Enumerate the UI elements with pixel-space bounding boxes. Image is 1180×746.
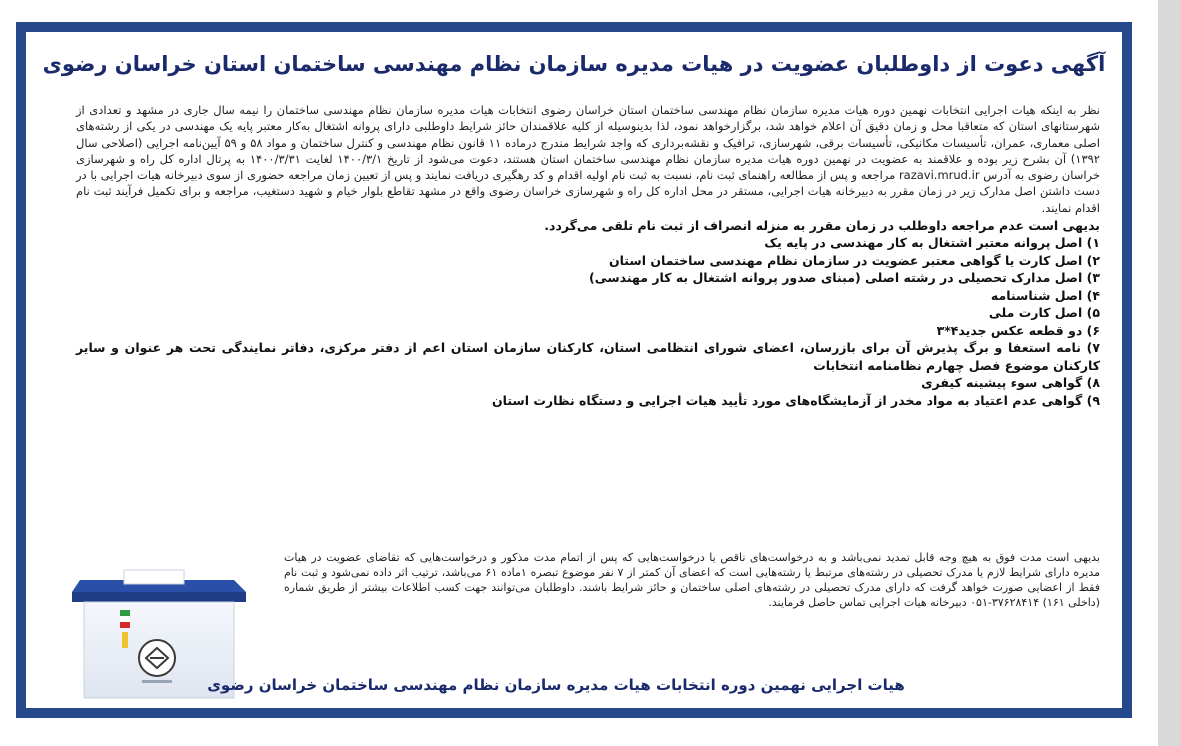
requirement-item: ۹) گواهی عدم اعتیاد به مواد مخدر از آزمایشگاه‌های مورد تأیید هیات اجرایی و دستگاه نظارت استان: [491, 392, 1100, 408]
requirement-item: ۲) اصل کارت یا گواهی معتبر عضویت در سازمان نظام مهندسی ساختمان استان: [608, 252, 1100, 268]
page-edge-strip: [1158, 0, 1180, 746]
notice-title: آگهی دعوت از داوطلبان عضویت در هیات مدیره سازمان نظام مهندسی ساختمان استان خراسان رضوی: [42, 52, 1106, 76]
footnote-paragraph: بدیهی است مدت فوق به هیچ وجه قابل تمدید نمی‌باشد و به درخواست‌های ناقص یا درخواست‌هایی که پس از اتمام مدت مذکور و درخواست‌هایی که تقاضای عضویت در هیات مدیره دارای شرایط لازم یا مدرک تحصیلی در رشته‌های مرتبط یا رشته‌هایی است که اعضای آن کمتر از ۷ نفر موضوع تبصره ۱ماده ۶۱ می‌باشد، ترتیب اثر داده نمی‌شود و ثبت نام فقط از اعضایی صورت خواهد گرفت که دارای مدرک تحصیلی در رشته‌های اصلی ساختمان و حائز شرایط باشند. داوطلبان می‌توانند جهت کسب اطلاعات بیشتر از طریق شماره (داخلی ۱۶۱) ۳۷۶۲۸۴۱۴-۰۵۱ دبیرخانه هیات اجرایی تماس حاصل فرمایند.: [284, 551, 1100, 609]
requirement-item: ۸) گواهی سوء پیشینه کیفری: [921, 375, 1100, 391]
requirement-item: ۱) اصل پروانه معتبر اشتغال به کار مهندسی در پایه یک: [764, 235, 1100, 251]
requirement-item: ۷) نامه استعفا و برگ پذیرش آن برای بازرسان، اعضای شورای انتظامی استان، کارکنان سازمان استان اعم از دفتر مرکزی، دفاتر نمایندگی تحت هر عنوان و سایر کارکنان موضوع فصل چهارم نظامنامه انتخابات: [76, 340, 1100, 373]
deadline-warning: بدیهی است عدم مراجعه داوطلب در زمان مقرر به منزله انصراف از ثبت نام تلقی می‌گردد.: [544, 218, 1100, 234]
requirement-item: ۳) اصل مدارک تحصیلی در رشته اصلی (مبنای صدور پروانه اشتغال به کار مهندسی): [589, 270, 1100, 286]
requirement-item: ۶) دو قطعه عکس جدید۴*۳: [936, 322, 1100, 338]
requirement-item: ۵) اصل کارت ملی: [988, 305, 1100, 321]
notice-body: [76, 102, 1100, 409]
requirements-list: [76, 234, 1100, 409]
signature-line: هیات اجرایی نهمین دوره انتخابات هیات مدیره سازمان نظام مهندسی ساختمان خراسان رضوی: [207, 676, 905, 694]
requirement-item: ۴) اصل شناسنامه: [990, 287, 1100, 303]
notice-frame: [16, 22, 1132, 718]
intro-paragraph: نظر به اینکه هیات اجرایی انتخابات نهمین دوره هیات مدیره سازمان نظام مهندسی ساختمان استان خراسان رضوی انتخابات هیات مدیره سازمان نظام مهندسی ساختمان را نیمه سال جاری در مشهد و تعدادی از شهرستانهای استان که متعاقبا محل و زمان دقیق آن اعلام خواهد شد، برگزارخواهد نمود، لذا بدینوسیله از کلیه علاقمندان حائز شرایط داوطلبی دارای پروانه اشتغال به‌کار معتبر پایه یک مهندسی در یکی از رشته‌های اصلی معماری، عمران، تأسیسات مکانیکی، تأسیسات برقی، شهرسازی، ترافیک و نقشه‌برداری که واجد شرایط مندرج درماده ۱۱ قانون نظام مهندسی و کنترل ساختمان و مواد ۵۸ و ۵۹ آیین‌نامه اجرایی (اصلاحی سال ۱۳۹۲) آن بشرح زیر بوده و علاقمند به عضویت در نهمین دوره هیات مدیره سازمان نظام مهندسی ساختمان استان هستند، دعوت می‌شود از تاریخ ۱۴۰۰/۳/۱ لغایت ۱۴۰۰/۳/۳۱ به پرتال اداره کل راه و شهرسازی خراسان رضوی به آدرس razavi.mrud.ir مراجعه و پس از مطالعه راهنمای ثبت نام، نسبت به ثبت نام اولیه اقدام و کد رهگیری دریافت نمایند و پس از تعیین زمان مراجعه حضوری از سوی دبیرخانه هیات اجرایی با در دست داشتن اصل مدارک زیر در زمان مقرر به دبیرخانه هیات اجرایی، مستقر در محل اداره کل راه و شهرسازی خراسان رضوی واقع در مشهد تقاطع بلوار خیام و شهید دستغیب، مراجعه و برای تکمیل فرآیند ثبت نام اقدام نمایند.: [76, 103, 1100, 215]
